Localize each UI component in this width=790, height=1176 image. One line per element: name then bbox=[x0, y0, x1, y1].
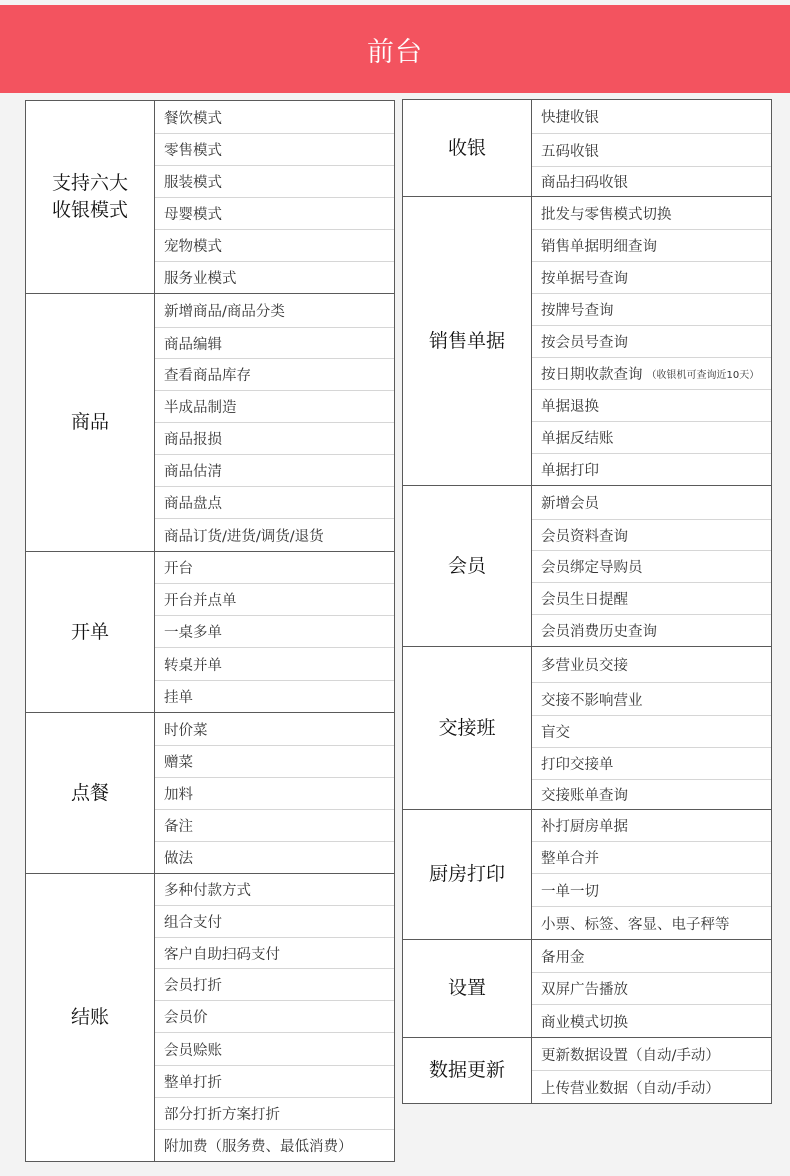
feature-list bbox=[155, 101, 394, 293]
feature-item-label: 单据打印 bbox=[541, 463, 599, 479]
feature-item bbox=[155, 486, 394, 518]
feature-item bbox=[532, 841, 771, 873]
feature-list bbox=[532, 1038, 771, 1103]
feature-section bbox=[25, 552, 395, 713]
feature-item-label: 做法 bbox=[164, 851, 193, 867]
feature-item bbox=[532, 1004, 771, 1037]
feature-item-label: 会员赊账 bbox=[164, 1042, 222, 1059]
feature-item-label: 盲交 bbox=[541, 725, 570, 741]
feature-item bbox=[155, 358, 394, 390]
feature-item-label: 会员消费历史查询 bbox=[541, 624, 657, 640]
feature-item bbox=[532, 166, 771, 196]
feature-item bbox=[532, 421, 771, 453]
feature-item-label: 加料 bbox=[164, 787, 193, 803]
feature-item-label: 打印交接单 bbox=[541, 757, 614, 773]
category-label: 点餐 bbox=[26, 713, 155, 873]
feature-list bbox=[532, 197, 771, 485]
feature-item-label: 整单打折 bbox=[164, 1075, 222, 1091]
feature-item-label: 商品估清 bbox=[164, 464, 222, 480]
feature-item-label: 备用金 bbox=[541, 949, 585, 966]
feature-item-label: 服务业模式 bbox=[164, 271, 237, 287]
feature-section bbox=[25, 100, 395, 294]
category-label: 会员 bbox=[403, 486, 532, 646]
feature-item bbox=[532, 940, 771, 972]
feature-item bbox=[532, 1070, 771, 1103]
feature-item-label: 时价菜 bbox=[164, 722, 208, 739]
feature-item bbox=[155, 454, 394, 486]
feature-item bbox=[532, 906, 771, 939]
feature-item-label: 多种付款方式 bbox=[164, 883, 251, 899]
feature-list bbox=[532, 486, 771, 646]
feature-item-label: 服装模式 bbox=[164, 175, 222, 191]
feature-item bbox=[155, 101, 394, 133]
feature-item bbox=[532, 682, 771, 715]
feature-item bbox=[155, 1032, 394, 1065]
category-label: 数据更新 bbox=[403, 1038, 532, 1103]
feature-item bbox=[532, 519, 771, 550]
feature-item bbox=[155, 165, 394, 197]
feature-item bbox=[532, 486, 771, 519]
feature-list bbox=[532, 100, 771, 196]
feature-list bbox=[155, 552, 394, 712]
feature-item-label: 宠物模式 bbox=[164, 239, 222, 255]
feature-item-label: 会员生日提醒 bbox=[541, 592, 628, 608]
feature-item bbox=[155, 552, 394, 583]
feature-section bbox=[25, 713, 395, 874]
feature-item bbox=[532, 229, 771, 261]
feature-item-label: 商品编辑 bbox=[164, 336, 222, 353]
feature-item bbox=[155, 583, 394, 615]
feature-item-label: 整单合并 bbox=[541, 851, 599, 867]
feature-item-label: 商品盘点 bbox=[164, 496, 222, 512]
page-title: 前台 bbox=[367, 36, 423, 68]
feature-item-label: 商业模式切换 bbox=[541, 1014, 628, 1031]
feature-item bbox=[155, 390, 394, 422]
feature-item-note: （收银机可查询近10天） bbox=[646, 370, 760, 381]
feature-item bbox=[155, 197, 394, 229]
feature-list bbox=[532, 810, 771, 939]
feature-item-label: 母婴模式 bbox=[164, 207, 222, 223]
feature-item-label: 销售单据明细查询 bbox=[541, 239, 657, 255]
feature-item bbox=[532, 453, 771, 485]
feature-item bbox=[155, 777, 394, 809]
feature-item-label: 新增商品/商品分类 bbox=[164, 304, 285, 320]
feature-item bbox=[155, 905, 394, 937]
feature-item bbox=[155, 422, 394, 454]
feature-item bbox=[155, 680, 394, 712]
feature-item bbox=[532, 389, 771, 421]
category-label: 厨房打印 bbox=[403, 810, 532, 939]
feature-section bbox=[25, 874, 395, 1162]
feature-item-label: 零售模式 bbox=[164, 143, 222, 159]
feature-item bbox=[155, 1129, 394, 1161]
feature-list bbox=[532, 940, 771, 1037]
feature-item bbox=[155, 1065, 394, 1097]
feature-item bbox=[532, 972, 771, 1004]
feature-item-label: 客户自助扫码支付 bbox=[164, 946, 280, 963]
category-label: 销售单据 bbox=[403, 197, 532, 485]
feature-item bbox=[155, 1097, 394, 1129]
feature-item-label: 批发与零售模式切换 bbox=[541, 206, 672, 223]
feature-item bbox=[155, 968, 394, 1000]
feature-list bbox=[155, 713, 394, 873]
feature-item bbox=[155, 518, 394, 551]
feature-item-label: 会员资料查询 bbox=[541, 528, 628, 545]
feature-item bbox=[532, 100, 771, 133]
feature-item-label: 一单一切 bbox=[541, 883, 599, 900]
feature-item-label: 单据反结账 bbox=[541, 431, 614, 447]
feature-item-label: 商品报损 bbox=[164, 432, 222, 448]
feature-item-label: 上传营业数据（自动/手动） bbox=[541, 1080, 720, 1097]
feature-section bbox=[402, 647, 772, 810]
feature-item-label: 餐饮模式 bbox=[164, 110, 222, 127]
feature-item-label: 会员打折 bbox=[164, 978, 222, 994]
feature-item bbox=[155, 809, 394, 841]
feature-item-label: 开台 bbox=[164, 561, 193, 577]
feature-section bbox=[402, 197, 772, 486]
feature-item bbox=[155, 261, 394, 293]
feature-item bbox=[155, 745, 394, 777]
feature-list bbox=[155, 294, 394, 551]
feature-item-label: 按日期收款查询 bbox=[541, 367, 643, 383]
feature-item-label: 五码收银 bbox=[541, 143, 599, 160]
feature-item-label: 附加费（服务费、最低消费） bbox=[164, 1139, 353, 1155]
feature-item bbox=[155, 1000, 394, 1032]
feature-item-label: 商品订货/进货/调货/退货 bbox=[164, 528, 324, 545]
feature-item-label: 补打厨房单据 bbox=[541, 819, 628, 835]
feature-item bbox=[532, 357, 771, 389]
feature-item-label: 部分打折方案打折 bbox=[164, 1107, 280, 1123]
feature-item-label: 一桌多单 bbox=[164, 625, 222, 641]
feature-item-label: 挂单 bbox=[164, 690, 193, 706]
feature-item bbox=[532, 293, 771, 325]
feature-item bbox=[155, 615, 394, 647]
page-header bbox=[0, 5, 790, 93]
feature-item bbox=[155, 874, 394, 905]
feature-list bbox=[532, 647, 771, 809]
category-label: 开单 bbox=[26, 552, 155, 712]
feature-item bbox=[532, 133, 771, 166]
feature-item bbox=[532, 261, 771, 293]
feature-section bbox=[25, 294, 395, 552]
feature-item bbox=[532, 614, 771, 646]
feature-item-label: 按单据号查询 bbox=[541, 271, 628, 287]
feature-item-label: 按牌号查询 bbox=[541, 303, 614, 319]
feature-item-label: 小票、标签、客显、电子秤等 bbox=[541, 916, 730, 933]
feature-item bbox=[155, 713, 394, 745]
category-label: 商品 bbox=[26, 294, 155, 551]
feature-item-label: 备注 bbox=[164, 819, 193, 835]
feature-item bbox=[155, 647, 394, 680]
feature-item bbox=[155, 937, 394, 968]
feature-item-label: 更新数据设置（自动/手动） bbox=[541, 1047, 720, 1064]
category-label: 设置 bbox=[403, 940, 532, 1037]
feature-item bbox=[155, 841, 394, 873]
left-feature-table bbox=[25, 100, 395, 1162]
feature-item bbox=[532, 810, 771, 841]
feature-item-label: 单据退换 bbox=[541, 399, 599, 415]
feature-item bbox=[532, 582, 771, 614]
feature-item bbox=[532, 747, 771, 779]
feature-item-label: 多营业员交接 bbox=[541, 658, 628, 674]
feature-item-label: 组合支付 bbox=[164, 915, 222, 931]
feature-item bbox=[532, 197, 771, 229]
feature-section bbox=[402, 1038, 772, 1104]
feature-item bbox=[532, 873, 771, 906]
feature-item-label: 查看商品库存 bbox=[164, 368, 251, 384]
category-label: 结账 bbox=[26, 874, 155, 1161]
feature-item-label: 快捷收银 bbox=[541, 110, 599, 126]
feature-item bbox=[532, 647, 771, 682]
feature-section bbox=[402, 99, 772, 197]
feature-item bbox=[532, 550, 771, 582]
feature-item bbox=[155, 294, 394, 327]
category-label: 交接班 bbox=[403, 647, 532, 809]
feature-item-label: 双屏广告播放 bbox=[541, 982, 628, 998]
right-feature-table bbox=[402, 99, 772, 1104]
feature-item-label: 转桌并单 bbox=[164, 657, 222, 674]
feature-item-label: 开台并点单 bbox=[164, 593, 237, 609]
feature-section bbox=[402, 486, 772, 647]
feature-item-label: 半成品制造 bbox=[164, 400, 237, 416]
feature-item bbox=[532, 325, 771, 357]
feature-section bbox=[402, 940, 772, 1038]
feature-item-label: 会员价 bbox=[164, 1010, 208, 1026]
feature-section bbox=[402, 810, 772, 940]
feature-item bbox=[532, 1038, 771, 1070]
feature-item bbox=[155, 327, 394, 358]
feature-list bbox=[155, 874, 394, 1161]
feature-item bbox=[155, 229, 394, 261]
feature-item-label: 会员绑定导购员 bbox=[541, 560, 643, 576]
feature-item bbox=[155, 133, 394, 165]
feature-item bbox=[532, 779, 771, 809]
category-label: 支持六大 收银模式 bbox=[26, 101, 155, 293]
feature-item-label: 商品扫码收银 bbox=[541, 175, 628, 191]
feature-item-label: 交接不影响营业 bbox=[541, 692, 643, 709]
feature-item-label: 按会员号查询 bbox=[541, 335, 628, 351]
feature-item-label: 交接账单查询 bbox=[541, 788, 628, 804]
feature-item-label: 新增会员 bbox=[541, 496, 599, 512]
feature-item bbox=[532, 715, 771, 747]
feature-item-label: 赠菜 bbox=[164, 755, 193, 771]
category-label: 收银 bbox=[403, 100, 532, 196]
